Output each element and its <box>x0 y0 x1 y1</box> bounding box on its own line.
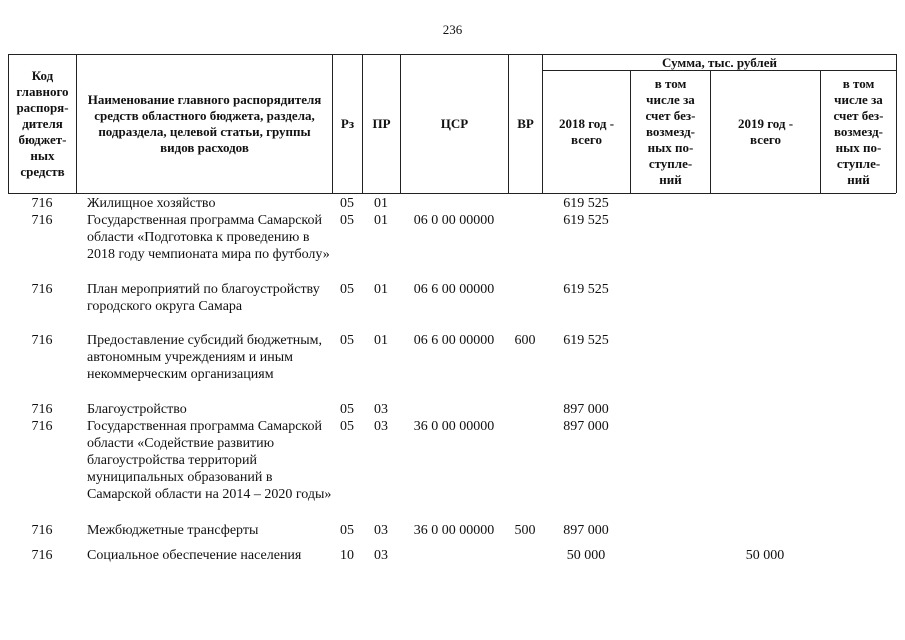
header-code: Код главного распоря-дителя бюджет-ных средств <box>16 68 69 179</box>
row-sum-2018: 619 525 <box>563 213 609 228</box>
header-pr: ПР <box>372 116 391 131</box>
row-code: 716 <box>31 402 53 417</box>
row-rz: 05 <box>340 402 354 417</box>
row-vr: 600 <box>514 333 536 348</box>
row-name: План мероприятий по благоустройству городского округа Самара <box>87 282 320 314</box>
row-name: Социальное обеспечение населения <box>87 548 302 563</box>
row-code: 716 <box>31 282 53 297</box>
header-2018-total: 2018 год - всего <box>558 116 615 147</box>
row-sum-2018: 619 525 <box>563 282 609 297</box>
row-csr: 06 0 00 00000 <box>413 213 495 228</box>
header-rz: Рз <box>340 116 355 131</box>
row-pr: 01 <box>374 282 388 297</box>
header-name: Наименование главного распорядителя средств областного бюджета, раздела, подраздела, целевой статьи, группы видов расходов <box>87 92 322 155</box>
header-2019-total: 2019 год - всего <box>737 116 794 147</box>
row-code: 716 <box>31 213 53 228</box>
row-csr: 06 6 00 00000 <box>413 333 495 348</box>
row-rz: 05 <box>340 523 354 538</box>
row-name: Благоустройство <box>87 402 187 417</box>
row-pr: 03 <box>374 548 388 563</box>
row-sum-2018: 619 525 <box>563 196 609 211</box>
row-pr: 03 <box>374 402 388 417</box>
row-name: Государственная программа Самарской области «Содействие развитию благоустройства территорий муниципальных образований в Самарской области на 2014 – 2020 годы» <box>87 419 332 502</box>
row-code: 716 <box>31 523 53 538</box>
header-sum-group: Сумма, тыс. рублей <box>662 54 777 70</box>
page-number: 236 <box>442 22 463 37</box>
row-name: Предоставление субсидий бюджетным, автономным учреждениям и иным некоммерческим организациям <box>87 333 323 382</box>
row-name: Жилищное хозяйство <box>87 196 216 211</box>
row-rz: 05 <box>340 196 354 211</box>
row-rz: 05 <box>340 213 354 228</box>
header-2018-incl: в том числе за счет без-возмезд-ных по-ступле-ний <box>645 76 696 187</box>
row-code: 716 <box>31 419 53 434</box>
row-sum-2019: 50 000 <box>745 548 785 563</box>
row-pr: 03 <box>374 419 388 434</box>
row-code: 716 <box>31 548 53 563</box>
row-rz: 10 <box>340 548 354 563</box>
row-csr: 36 0 00 00000 <box>413 419 495 434</box>
row-pr: 01 <box>374 213 388 228</box>
row-sum-2018: 897 000 <box>563 419 609 434</box>
row-sum-2018: 897 000 <box>563 402 609 417</box>
row-csr: 06 6 00 00000 <box>413 282 495 297</box>
row-name: Межбюджетные трансферты <box>87 523 259 538</box>
row-csr: 36 0 00 00000 <box>413 523 495 538</box>
row-sum-2018: 619 525 <box>563 333 609 348</box>
row-pr: 03 <box>374 523 388 538</box>
row-rz: 05 <box>340 282 354 297</box>
row-name: Государственная программа Самарской области «Подготовка к проведению в 2018 году чемпионата мира по футболу» <box>87 213 330 262</box>
row-pr: 01 <box>374 196 388 211</box>
row-sum-2018: 50 000 <box>566 548 606 563</box>
row-pr: 01 <box>374 333 388 348</box>
header-vr: ВР <box>517 116 534 131</box>
row-sum-2018: 897 000 <box>563 523 609 538</box>
row-code: 716 <box>31 196 53 211</box>
row-rz: 05 <box>340 419 354 434</box>
row-rz: 05 <box>340 333 354 348</box>
row-vr: 500 <box>514 523 536 538</box>
header-2019-incl: в том числе за счет без-возмезд-ных по-ступле-ний <box>833 76 884 187</box>
row-code: 716 <box>31 333 53 348</box>
header-csr: ЦСР <box>440 116 469 131</box>
